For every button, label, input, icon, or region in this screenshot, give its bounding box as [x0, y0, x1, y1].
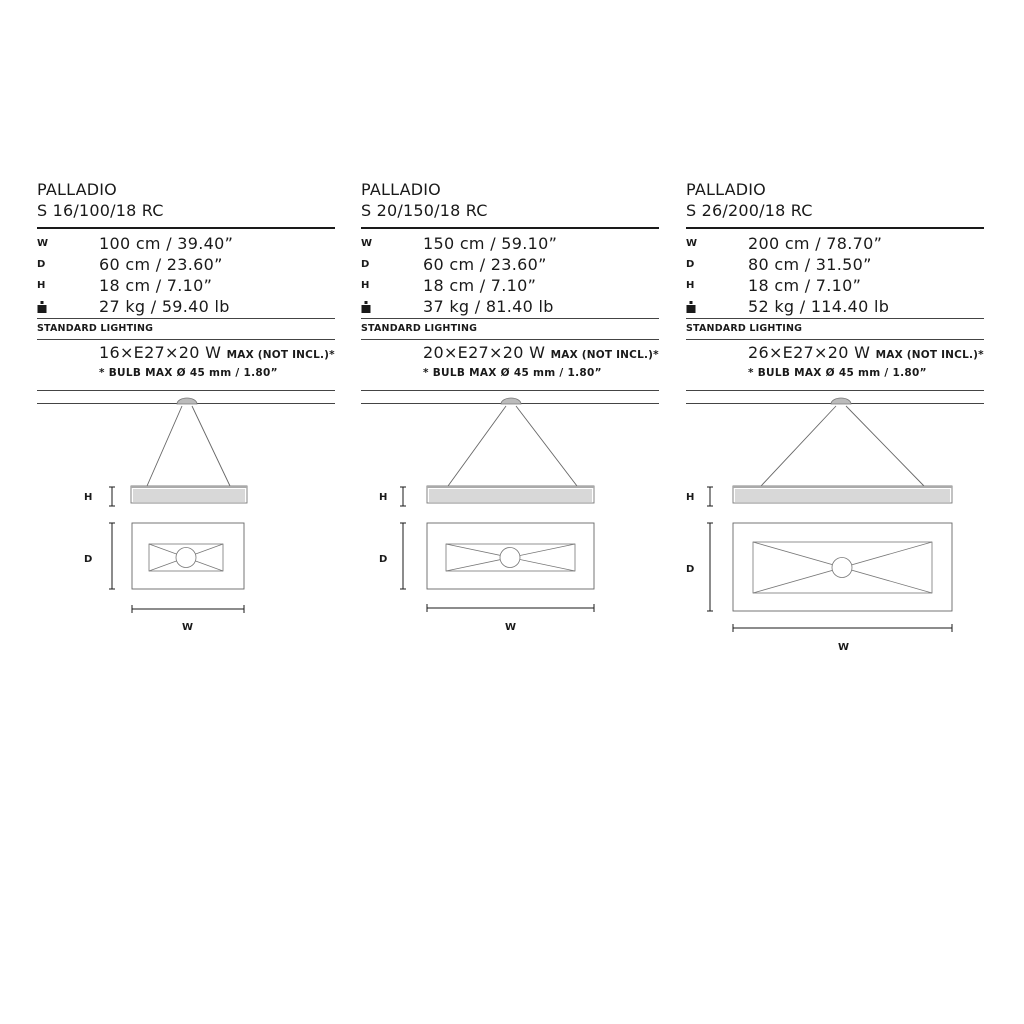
- divider: [361, 227, 659, 229]
- lighting-spec: [748, 342, 984, 366]
- canopy: [501, 398, 521, 404]
- lighting-heading: STANDARD LIGHTING: [361, 323, 478, 334]
- divider: [686, 390, 984, 391]
- spec-row-weight: [37, 296, 335, 317]
- spec-value: 200 cm / 78.70”: [748, 234, 883, 253]
- spec-value: 52 kg / 114.40 lb: [748, 297, 890, 316]
- dim-label-w: W: [838, 642, 850, 653]
- lighting-value: 20×E27×20 W: [423, 343, 546, 362]
- dim-label-h: H: [686, 492, 695, 503]
- chandelier-rim: [427, 486, 594, 488]
- divider: [686, 318, 984, 319]
- lighting-spec: [99, 342, 335, 366]
- suspension-cable: [761, 406, 836, 486]
- center-hub: [500, 548, 520, 568]
- bulb-note: * BULB MAX Ø 45 mm / 1.80”: [748, 367, 927, 379]
- spec-row-width: [686, 233, 984, 254]
- canopy: [831, 398, 851, 404]
- lighting-heading: STANDARD LIGHTING: [686, 323, 803, 334]
- spec-row-depth: [361, 254, 659, 275]
- dim-label-h: H: [84, 492, 93, 503]
- spec-value: 100 cm / 39.40”: [99, 234, 234, 253]
- suspension-cable: [448, 406, 506, 486]
- lighting-spec: [423, 342, 659, 366]
- spec-label: D: [37, 259, 46, 270]
- spec-value: 60 cm / 23.60”: [99, 255, 223, 274]
- spec-label: W: [686, 238, 698, 249]
- lighting-value: 16×E27×20 W: [99, 343, 222, 362]
- product-card-2: [361, 0, 659, 1024]
- lighting-value: 26×E27×20 W: [748, 343, 871, 362]
- product-title: [37, 179, 164, 221]
- crystal-rods: [735, 489, 950, 502]
- weight-icon: [361, 301, 371, 313]
- product-name: PALLADIO: [686, 180, 766, 199]
- divider: [686, 227, 984, 229]
- spec-value: 18 cm / 7.10”: [748, 276, 862, 295]
- dim-label-d: D: [84, 554, 93, 565]
- spec-row-weight: [361, 296, 659, 317]
- product-card-3: [686, 0, 984, 1024]
- crystal-rods: [133, 489, 245, 502]
- product-model: S 20/150/18 RC: [361, 201, 488, 220]
- spec-label: H: [37, 280, 46, 291]
- bulb-note: * BULB MAX Ø 45 mm / 1.80”: [99, 367, 278, 379]
- spec-row-height: [686, 275, 984, 296]
- suspension-cable: [846, 406, 924, 486]
- spec-value: 37 kg / 81.40 lb: [423, 297, 554, 316]
- spec-value: 60 cm / 23.60”: [423, 255, 547, 274]
- chandelier-rim: [131, 486, 247, 488]
- suspension-cable: [147, 406, 182, 486]
- spec-row-depth: [37, 254, 335, 275]
- dim-label-w: W: [505, 622, 517, 633]
- spec-row-weight: [686, 296, 984, 317]
- chandelier-rim: [733, 486, 952, 488]
- divider: [37, 339, 335, 340]
- dimension-drawing: [37, 398, 335, 638]
- center-hub: [832, 558, 852, 578]
- spec-row-height: [37, 275, 335, 296]
- crystal-rods: [429, 489, 592, 502]
- lighting-suffix: MAX (NOT INCL.)*: [875, 349, 984, 361]
- suspension-cable: [192, 406, 230, 486]
- spec-label: H: [686, 280, 695, 291]
- lighting-suffix: MAX (NOT INCL.)*: [550, 349, 659, 361]
- spec-value: 18 cm / 7.10”: [423, 276, 537, 295]
- bulb-note: * BULB MAX Ø 45 mm / 1.80”: [423, 367, 602, 379]
- product-model: S 26/200/18 RC: [686, 201, 813, 220]
- spec-label: H: [361, 280, 370, 291]
- spec-label: W: [37, 238, 49, 249]
- product-name: PALLADIO: [361, 180, 441, 199]
- divider: [361, 318, 659, 319]
- product-title: [361, 179, 488, 221]
- divider: [361, 339, 659, 340]
- spec-value: 150 cm / 59.10”: [423, 234, 558, 253]
- product-model: S 16/100/18 RC: [37, 201, 164, 220]
- lighting-suffix: MAX (NOT INCL.)*: [226, 349, 335, 361]
- suspension-cable: [516, 406, 577, 486]
- canopy: [177, 398, 197, 404]
- divider: [37, 227, 335, 229]
- divider: [37, 318, 335, 319]
- divider: [686, 339, 984, 340]
- product-name: PALLADIO: [37, 180, 117, 199]
- dimension-drawing: [686, 398, 984, 658]
- dim-label-d: D: [379, 554, 388, 565]
- dim-label-d: D: [686, 564, 695, 575]
- lighting-heading: STANDARD LIGHTING: [37, 323, 154, 334]
- product-card-1: [37, 0, 335, 1024]
- spec-label: D: [686, 259, 695, 270]
- spec-value: 27 kg / 59.40 lb: [99, 297, 230, 316]
- product-title: [686, 179, 813, 221]
- spec-row-width: [361, 233, 659, 254]
- divider: [37, 390, 335, 391]
- spec-label: D: [361, 259, 370, 270]
- spec-row-width: [37, 233, 335, 254]
- divider: [361, 390, 659, 391]
- spec-row-height: [361, 275, 659, 296]
- spec-value: 18 cm / 7.10”: [99, 276, 213, 295]
- dim-label-h: H: [379, 492, 388, 503]
- dim-label-w: W: [182, 622, 194, 633]
- spec-label: W: [361, 238, 373, 249]
- spec-row-depth: [686, 254, 984, 275]
- weight-icon: [686, 301, 696, 313]
- dimension-drawing: [361, 398, 659, 638]
- weight-icon: [37, 301, 47, 313]
- center-hub: [176, 548, 196, 568]
- spec-value: 80 cm / 31.50”: [748, 255, 872, 274]
